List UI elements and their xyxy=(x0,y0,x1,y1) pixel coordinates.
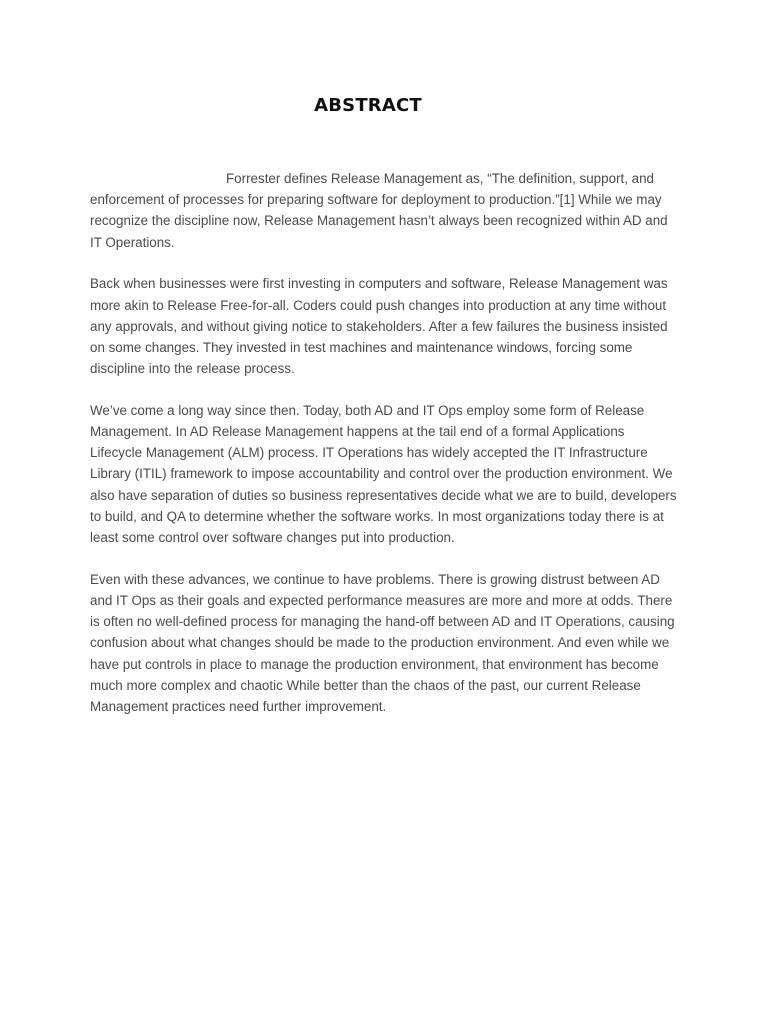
document-body xyxy=(90,168,680,738)
paragraph-4: Even with these advances, we continue to have problems. There is growing distrust between AD and IT Ops as their goals and expected performance measures are more and more at odds. There is often no well-defined process for managing the hand-off between AD and IT Operations, causing confusion about what changes should be made to the production environment. And even while we have put controls in place to manage the production environment, that environment has become much more complex and chaotic While better than the chaos of the past, our current Release Management practices need further improvement. xyxy=(90,571,675,714)
paragraph-3: We’ve come a long way since then. Today, both AD and IT Ops employ some form of Release Management. In AD Release Management happens at the tail end of a formal Applications Lifecycle Management (ALM) process. IT Operations has widely accepted the IT Infrastructure Library (ITIL) framework to impose accountability and control over the production environment. We also have separation of duties so business representatives decide what we are to build, developers to build, and QA to determine whether the software works. In most organizations today there is at least some control over software changes put into production. xyxy=(90,402,677,546)
paragraph-2: Back when businesses were first investing in computers and software, Release Management was more akin to Release Free-for-all. Coders could push changes into production at any time without any approvals, and without giving notice to stakeholders. After a few failures the business insisted on some changes. They invested in test machines and maintenance windows, forcing some discipline into the release process. xyxy=(90,276,668,377)
paragraph-1: Forrester defines Release Management as, “The definition, support, and enforcement of processes for preparing software for deployment to production.”[1] While we may recognize the discipline now, Release Management hasn’t always been recognized within AD and IT Operations. xyxy=(90,171,668,250)
page-title: ABSTRACT xyxy=(314,95,422,116)
